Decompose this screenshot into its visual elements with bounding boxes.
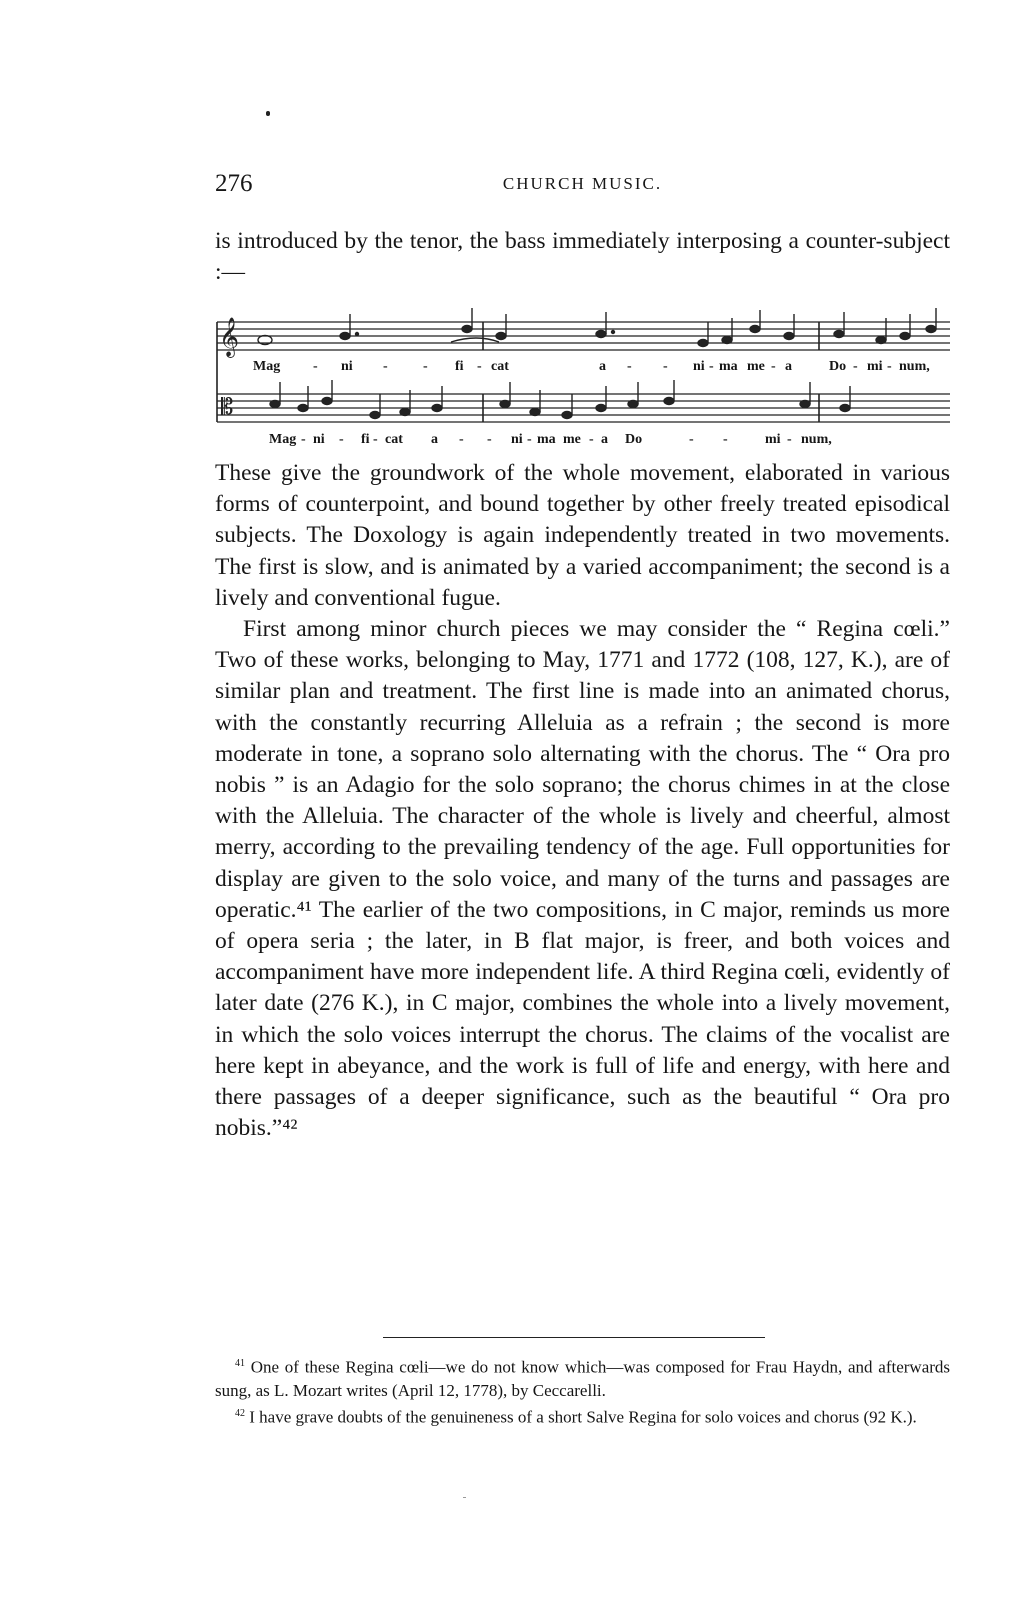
intro-paragraph: is introduced by the tenor, the bass immediately interposing a counter-subject :—: [215, 228, 950, 286]
lower-lyric: -: [301, 432, 306, 447]
lower-lyric: -: [689, 432, 694, 447]
lower-lyric: Do: [625, 432, 643, 447]
upper-lyric: num,: [899, 359, 930, 374]
ink-speck: [463, 1497, 466, 1498]
footnote-42: [215, 1402, 950, 1429]
lower-lyric: cat: [385, 432, 403, 447]
lower-lyric: fi: [361, 432, 370, 447]
tenor-clef-icon: 𝄡: [221, 395, 234, 420]
upper-lyric: -: [313, 359, 318, 374]
treble-clef-icon: 𝄞: [219, 317, 240, 357]
lower-lyric: -: [373, 432, 378, 447]
lower-lyric: ni: [511, 432, 523, 447]
upper-lyric: cat: [491, 359, 509, 374]
upper-lyric: ni: [693, 359, 705, 374]
lower-lyric: -: [459, 432, 464, 447]
music-example: [215, 300, 955, 452]
lower-lyric: -: [723, 432, 728, 447]
upper-lyric: -: [423, 359, 428, 374]
upper-lyric: Do: [829, 359, 847, 374]
lower-lyric: -: [787, 432, 792, 447]
lower-lyric: -: [527, 432, 532, 447]
upper-lyric: ma: [719, 359, 738, 374]
running-head: CHURCH MUSIC.: [502, 174, 663, 193]
upper-lyric: -: [853, 359, 858, 374]
lower-lyric: mi: [765, 432, 781, 447]
upper-lyric: -: [887, 359, 892, 374]
upper-lyric: Mag: [253, 359, 281, 374]
upper-lyric: -: [477, 359, 482, 374]
upper-lyric: -: [709, 359, 714, 374]
page-header: [215, 170, 950, 200]
upper-lyric: fi: [455, 359, 464, 374]
lower-lyric: a: [431, 432, 438, 447]
ink-speck: [266, 111, 270, 116]
lower-notes: [270, 380, 850, 419]
upper-lyric: mi: [867, 359, 883, 374]
upper-lyric: a: [785, 359, 792, 374]
footnote-text: I have grave doubts of the genuineness of a short Salve Regina for solo voices and chorus (92 K.).: [249, 1407, 917, 1427]
footnotes: [215, 1352, 950, 1428]
upper-lyric: ni: [341, 359, 353, 374]
lower-lyric: Mag: [269, 432, 297, 447]
lower-lyric: a: [601, 432, 608, 447]
upper-lyric: a: [599, 359, 606, 374]
footnote-rule: [383, 1337, 765, 1338]
upper-lyric: me: [747, 359, 765, 374]
music-staves: [215, 300, 955, 452]
paragraph: First among minor church pieces we may consider the “ Regina cœli.” Two of these works, belonging to May, 1771 and 1772 (108, 127, K.), are of similar plan and treatment. The first line is made into an animated chorus, with the constantly recurring Alleluia as a refrain ; the second is more moderate in tone, a soprano solo alternating with the chorus. The “ Ora pro nobis ” is an Adagio for the solo soprano; the chorus chimes in at the close with the Alleluia. The character of the whole is lively and cheerful, almost merry, according to the prevailing tendency of the age. Full opportunities for display are given to the solo voice, and many of the turns and passages are operatic.⁴¹ The earlier of the two compositions, in C major, reminds us more of opera seria ; the later, in B flat major, is freer, and both voices and accompaniment have more independent life. A third Regina cœli, evidently of later date (276 K.), in C major, combines the whole into a lively movement, in which the solo voices interrupt the chorus. The claims of the vocalist are here kept in abeyance, and the work is full of life and energy, with here and there passages of a deeper significance, such as the beautiful “ Ora pro nobis.”⁴²: [215, 616, 950, 1142]
upper-lyric: -: [771, 359, 776, 374]
lower-lyric: num,: [801, 432, 832, 447]
body-text: [215, 458, 950, 1144]
upper-lyric: -: [627, 359, 632, 374]
intro-text-block: [215, 226, 950, 288]
lower-lyric: me: [563, 432, 581, 447]
page-number: 276: [215, 170, 253, 197]
lower-lyric: -: [589, 432, 594, 447]
footnote-marker: 42: [235, 1407, 245, 1419]
upper-lyric: -: [663, 359, 668, 374]
footnote-41: [215, 1352, 950, 1402]
footnote-marker: 41: [235, 1358, 245, 1369]
footnote-text: One of these Regina cœli—we do not know which—was composed for Frau Haydn, and afterwards sung, as L. Mozart writes (April 12, 1778), by Ceccarelli.: [215, 1357, 951, 1400]
lower-lyric: -: [339, 432, 344, 447]
upper-lyric: -: [383, 359, 388, 374]
lower-lyric: ma: [537, 432, 556, 447]
upper-notes: [258, 308, 936, 347]
lower-lyric: -: [487, 432, 492, 447]
paragraph: These give the groundwork of the whole movement, elaborated in various forms of counterpoint, and bound together by other freely treated episodical subjects. The Doxology is again independently treated in two movements. The first is slow, and is animated by a varied accompaniment; the second is a lively and conventional fugue.: [215, 460, 950, 611]
lower-lyric: ni: [313, 432, 325, 447]
